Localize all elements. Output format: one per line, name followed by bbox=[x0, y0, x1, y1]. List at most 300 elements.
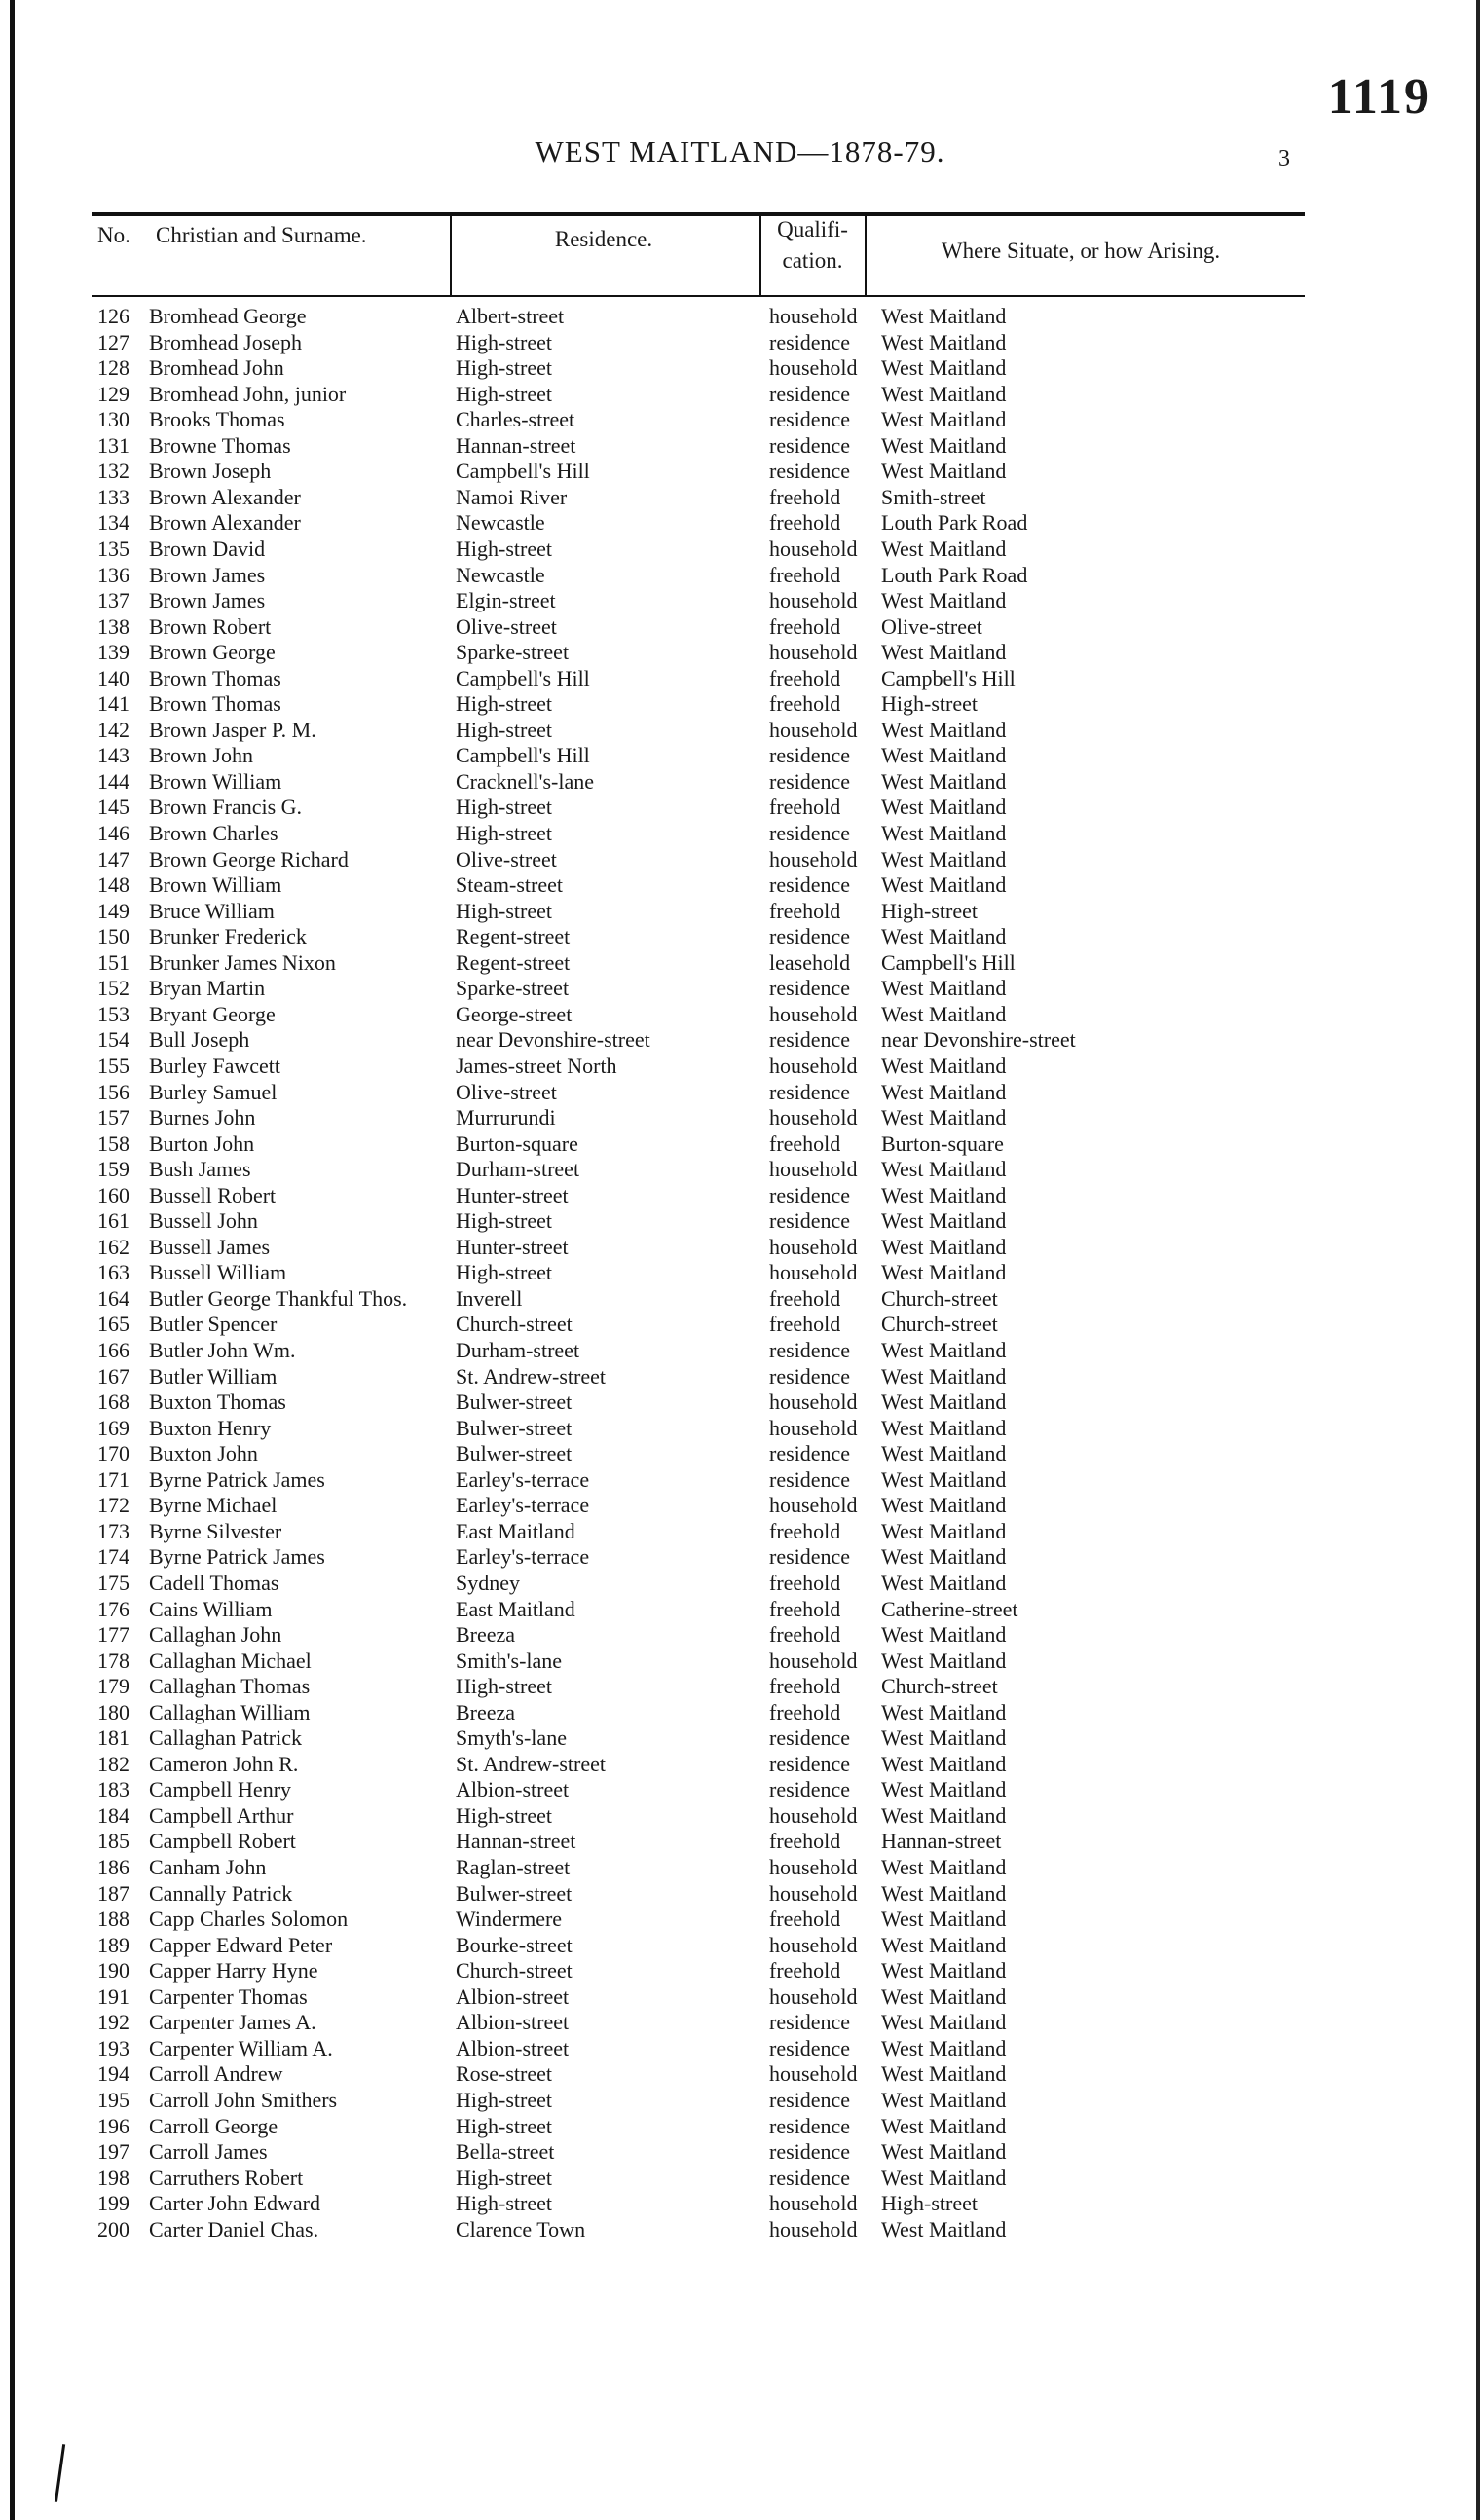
table-row bbox=[0, 691, 1480, 718]
residence: Clarence Town bbox=[456, 2216, 586, 2242]
elector-name: Brown Joseph bbox=[149, 459, 272, 484]
qualification: freehold bbox=[769, 1312, 841, 1337]
qualification: household bbox=[769, 1001, 858, 1026]
row-number: 161 bbox=[97, 1208, 130, 1234]
table-row bbox=[0, 976, 1480, 1002]
residence: St. Andrew-street bbox=[456, 1751, 606, 1776]
row-number: 158 bbox=[97, 1130, 130, 1156]
elector-name: Bromhead John, junior bbox=[149, 381, 347, 406]
row-number: 173 bbox=[97, 1518, 130, 1543]
elector-name: Callaghan Thomas bbox=[149, 1674, 311, 1699]
table-row bbox=[0, 1958, 1480, 1984]
row-number: 179 bbox=[97, 1674, 130, 1699]
residence: Smith's-lane bbox=[456, 1648, 563, 1673]
where-situate: West Maitland bbox=[881, 1570, 1007, 1595]
qualification: freehold bbox=[769, 1622, 841, 1648]
table-row bbox=[0, 1260, 1480, 1286]
table-row bbox=[0, 1208, 1480, 1235]
table-row bbox=[0, 1364, 1480, 1390]
where-situate: Church-street bbox=[881, 1285, 998, 1311]
row-number: 155 bbox=[97, 1053, 130, 1078]
qualification: freehold bbox=[769, 1596, 841, 1621]
residence: High-street bbox=[456, 355, 552, 381]
residence: Steam-street bbox=[456, 872, 563, 898]
where-situate: West Maitland bbox=[881, 1363, 1007, 1389]
qualification: household bbox=[769, 1105, 858, 1130]
where-situate: Olive-street bbox=[881, 613, 982, 639]
qualification: household bbox=[769, 1053, 858, 1078]
table-row bbox=[0, 614, 1480, 641]
table-row bbox=[0, 899, 1480, 925]
residence: Albert-street bbox=[456, 304, 565, 328]
where-situate: near Devonshire-street bbox=[881, 1027, 1076, 1053]
row-number: 195 bbox=[97, 2087, 130, 2112]
qualification: household bbox=[769, 1234, 858, 1259]
residence: Olive-street bbox=[456, 613, 557, 639]
elector-name: Carter John Edward bbox=[149, 2191, 320, 2216]
where-situate: West Maitland bbox=[881, 1441, 1007, 1466]
qualification: residence bbox=[769, 1027, 851, 1053]
where-situate: West Maitland bbox=[881, 2010, 1007, 2035]
where-situate: West Maitland bbox=[881, 1622, 1007, 1648]
row-number: 182 bbox=[97, 1751, 130, 1776]
table-row bbox=[0, 1881, 1480, 1908]
elector-name: Buxton John bbox=[149, 1441, 258, 1466]
column-header-name: Christian and Surname. bbox=[156, 223, 367, 247]
residence: Bulwer-street bbox=[456, 1441, 573, 1466]
qualification: freehold bbox=[769, 1907, 841, 1932]
table-row bbox=[0, 1725, 1480, 1752]
where-situate: West Maitland bbox=[881, 329, 1007, 354]
where-situate: West Maitland bbox=[881, 1415, 1007, 1440]
row-number: 165 bbox=[97, 1312, 130, 1337]
table-row bbox=[0, 1183, 1480, 1209]
table-row bbox=[0, 2139, 1480, 2166]
row-number: 154 bbox=[97, 1027, 130, 1053]
qualification: residence bbox=[769, 2113, 851, 2138]
table-row bbox=[0, 1571, 1480, 1597]
table-row bbox=[0, 718, 1480, 744]
page-number: 3 bbox=[1278, 146, 1290, 171]
row-number: 193 bbox=[97, 2035, 130, 2060]
qualification: freehold bbox=[769, 562, 841, 587]
qualification: freehold bbox=[769, 613, 841, 639]
row-number: 188 bbox=[97, 1907, 130, 1932]
qualification: residence bbox=[769, 924, 851, 949]
table-row bbox=[0, 304, 1480, 330]
table-row bbox=[0, 1752, 1480, 1778]
row-number: 138 bbox=[97, 613, 130, 639]
residence: Campbell's Hill bbox=[456, 665, 590, 690]
row-number: 153 bbox=[97, 1001, 130, 1026]
qualification: residence bbox=[769, 432, 851, 458]
qualification: freehold bbox=[769, 795, 841, 820]
where-situate: West Maitland bbox=[881, 717, 1007, 742]
table-row bbox=[0, 588, 1480, 614]
where-situate: Burton-square bbox=[881, 1130, 1004, 1156]
residence: Campbell's Hill bbox=[456, 459, 590, 484]
row-number: 186 bbox=[97, 1855, 130, 1879]
row-number: 162 bbox=[97, 1234, 130, 1259]
row-number: 191 bbox=[97, 1983, 130, 2009]
where-situate: West Maitland bbox=[881, 1518, 1007, 1543]
row-number: 197 bbox=[97, 2139, 130, 2165]
elector-name: Bussell John bbox=[149, 1208, 258, 1234]
qualification: residence bbox=[769, 821, 851, 845]
qualification: household bbox=[769, 717, 858, 742]
row-number: 151 bbox=[97, 949, 130, 975]
qualification: residence bbox=[769, 381, 851, 406]
residence: Namoi River bbox=[456, 484, 568, 509]
residence: Durham-street bbox=[456, 1157, 580, 1182]
qualification: household bbox=[769, 846, 858, 871]
qualification: freehold bbox=[769, 665, 841, 690]
where-situate: West Maitland bbox=[881, 2061, 1007, 2087]
where-situate: Campbell's Hill bbox=[881, 665, 1016, 690]
residence: Burton-square bbox=[456, 1130, 578, 1156]
elector-name: Capper Edward Peter bbox=[149, 1932, 333, 1957]
elector-name: Carpenter James A. bbox=[149, 2010, 316, 2035]
row-number: 149 bbox=[97, 898, 130, 923]
where-situate: West Maitland bbox=[881, 1260, 1007, 1285]
row-number: 141 bbox=[97, 691, 130, 717]
row-number: 136 bbox=[97, 562, 130, 587]
column-header-residence: Residence. bbox=[554, 227, 653, 251]
residence: High-street bbox=[456, 691, 552, 717]
where-situate: West Maitland bbox=[881, 2035, 1007, 2060]
residence: East Maitland bbox=[456, 1596, 575, 1621]
residence: Breeza bbox=[456, 1622, 516, 1648]
table-row bbox=[0, 1441, 1480, 1467]
elector-name: Brown Thomas bbox=[149, 691, 281, 717]
residence: Smyth's-lane bbox=[456, 1725, 567, 1751]
table-row bbox=[0, 459, 1480, 485]
qualification: freehold bbox=[769, 1958, 841, 1983]
qualification: household bbox=[769, 640, 858, 665]
elector-name: Brown James bbox=[149, 562, 266, 587]
row-number: 183 bbox=[97, 1777, 130, 1802]
qualification: freehold bbox=[769, 1699, 841, 1724]
where-situate: West Maitland bbox=[881, 1907, 1007, 1932]
table-row bbox=[0, 2114, 1480, 2140]
row-number: 178 bbox=[97, 1648, 130, 1673]
residence: Regent-street bbox=[456, 924, 571, 949]
elector-name: Brunker Frederick bbox=[149, 924, 307, 949]
table-row bbox=[0, 2088, 1480, 2114]
elector-name: Capper Harry Hyne bbox=[149, 1958, 318, 1983]
where-situate: West Maitland bbox=[881, 1777, 1007, 1802]
where-situate: West Maitland bbox=[881, 846, 1007, 871]
where-situate: Catherine-street bbox=[881, 1596, 1018, 1621]
residence: Olive-street bbox=[456, 846, 557, 871]
row-number: 144 bbox=[97, 768, 130, 794]
residence: Campbell's Hill bbox=[456, 743, 590, 768]
row-number: 163 bbox=[97, 1260, 130, 1285]
residence: Bulwer-street bbox=[456, 1390, 573, 1415]
elector-name: Burton John bbox=[149, 1130, 255, 1156]
elector-name: Campbell Robert bbox=[149, 1829, 296, 1854]
table-row bbox=[0, 1907, 1480, 1933]
elector-name: Callaghan Patrick bbox=[149, 1725, 303, 1751]
table-row bbox=[0, 330, 1480, 356]
where-situate: West Maitland bbox=[881, 1466, 1007, 1492]
row-number: 185 bbox=[97, 1829, 130, 1854]
residence: Hunter-street bbox=[456, 1234, 569, 1259]
where-situate: West Maitland bbox=[881, 1932, 1007, 1957]
where-situate: West Maitland bbox=[881, 795, 1007, 820]
qualification: residence bbox=[769, 1079, 851, 1104]
where-situate: Louth Park Road bbox=[881, 510, 1028, 536]
qualification: residence bbox=[769, 743, 851, 768]
header-top-rule bbox=[92, 212, 1305, 216]
residence: Charles-street bbox=[456, 407, 575, 432]
row-number: 156 bbox=[97, 1079, 130, 1104]
margin-mark bbox=[55, 2444, 65, 2502]
row-number: 137 bbox=[97, 588, 130, 613]
header-bottom-rule bbox=[92, 295, 1305, 297]
residence: Bella-street bbox=[456, 2139, 555, 2165]
table-row bbox=[0, 1131, 1480, 1158]
qualification: household bbox=[769, 355, 858, 381]
row-number: 174 bbox=[97, 1544, 130, 1570]
row-number: 192 bbox=[97, 2010, 130, 2035]
where-situate: West Maitland bbox=[881, 1105, 1007, 1130]
qualification: household bbox=[769, 1390, 858, 1415]
table-row bbox=[0, 1054, 1480, 1080]
row-number: 200 bbox=[97, 2216, 130, 2242]
row-number: 198 bbox=[97, 2165, 130, 2190]
elector-name: Byrne Silvester bbox=[149, 1518, 282, 1543]
qualification: residence bbox=[769, 329, 851, 354]
table-row bbox=[0, 407, 1480, 433]
where-situate: West Maitland bbox=[881, 536, 1007, 561]
elector-name: Carroll John Smithers bbox=[149, 2087, 338, 2112]
qualification: residence bbox=[769, 1208, 851, 1234]
elector-name: Carroll James bbox=[149, 2139, 268, 2165]
qualification: household bbox=[769, 1493, 858, 1518]
elector-name: Bryan Martin bbox=[149, 976, 266, 1001]
table-row bbox=[0, 2217, 1480, 2243]
residence: Sparke-street bbox=[456, 976, 570, 1001]
where-situate: West Maitland bbox=[881, 1079, 1007, 1104]
table-row bbox=[0, 1390, 1480, 1416]
qualification: leasehold bbox=[769, 949, 851, 975]
table-row bbox=[0, 2166, 1480, 2192]
qualification: household bbox=[769, 1415, 858, 1440]
row-number: 189 bbox=[97, 1932, 130, 1957]
row-number: 176 bbox=[97, 1596, 130, 1621]
elector-name: Canham John bbox=[149, 1855, 267, 1879]
residence: Rose-street bbox=[456, 2061, 552, 2087]
where-situate: Louth Park Road bbox=[881, 562, 1028, 587]
row-number: 190 bbox=[97, 1958, 130, 1983]
table-row bbox=[0, 795, 1480, 821]
row-number: 150 bbox=[97, 924, 130, 949]
qualification: household bbox=[769, 2216, 858, 2242]
qualification: freehold bbox=[769, 898, 841, 923]
residence: Windermere bbox=[456, 1907, 563, 1932]
residence: Murrurundi bbox=[456, 1105, 556, 1130]
row-number: 169 bbox=[97, 1415, 130, 1440]
elector-name: Byrne Patrick James bbox=[149, 1544, 325, 1570]
row-number: 168 bbox=[97, 1390, 130, 1415]
residence: High-street bbox=[456, 1208, 552, 1234]
qualification: freehold bbox=[769, 1674, 841, 1699]
elector-name: Bussell Robert bbox=[149, 1182, 277, 1207]
table-row bbox=[0, 1984, 1480, 2011]
elector-name: Capp Charles Solomon bbox=[149, 1907, 349, 1932]
residence: near Devonshire-street bbox=[456, 1027, 650, 1053]
row-number: 164 bbox=[97, 1285, 130, 1311]
where-situate: West Maitland bbox=[881, 1182, 1007, 1207]
qualification: freehold bbox=[769, 1130, 841, 1156]
elector-name: Carroll George bbox=[149, 2113, 278, 2138]
elector-name: Butler Spencer bbox=[149, 1312, 278, 1337]
table-row bbox=[0, 847, 1480, 873]
qualification: household bbox=[769, 1802, 858, 1828]
row-number: 142 bbox=[97, 717, 130, 742]
where-situate: West Maitland bbox=[881, 304, 1007, 328]
elector-name: Bryant George bbox=[149, 1001, 276, 1026]
qualification: residence bbox=[769, 872, 851, 898]
residence: St. Andrew-street bbox=[456, 1363, 606, 1389]
qualification: residence bbox=[769, 1363, 851, 1389]
elector-name: Brooks Thomas bbox=[149, 407, 285, 432]
row-number: 131 bbox=[97, 432, 130, 458]
table-row bbox=[0, 743, 1480, 769]
residence: Inverell bbox=[456, 1285, 523, 1311]
elector-name: Burley Samuel bbox=[149, 1079, 278, 1104]
elector-name: Cannally Patrick bbox=[149, 1880, 293, 1906]
row-number: 175 bbox=[97, 1570, 130, 1595]
residence: Hannan-street bbox=[456, 1829, 576, 1854]
elector-name: Brown Jasper P. M. bbox=[149, 717, 316, 742]
column-header-qualification: Qualifi- cation. bbox=[777, 217, 848, 273]
table-row bbox=[0, 2010, 1480, 2036]
table-row bbox=[0, 1027, 1480, 1054]
table-row bbox=[0, 1080, 1480, 1106]
row-number: 132 bbox=[97, 459, 130, 484]
residence: High-street bbox=[456, 717, 552, 742]
residence: Sparke-street bbox=[456, 640, 570, 665]
where-situate: West Maitland bbox=[881, 1725, 1007, 1751]
row-number: 152 bbox=[97, 976, 130, 1001]
elector-name: Buxton Henry bbox=[149, 1415, 272, 1440]
table-row bbox=[0, 1286, 1480, 1313]
where-situate: West Maitland bbox=[881, 768, 1007, 794]
table-row bbox=[0, 510, 1480, 537]
qualification: residence bbox=[769, 1182, 851, 1207]
where-situate: West Maitland bbox=[881, 2139, 1007, 2165]
residence: High-street bbox=[456, 329, 552, 354]
residence: High-street bbox=[456, 2191, 552, 2216]
qualification: residence bbox=[769, 459, 851, 484]
residence: High-street bbox=[456, 2087, 552, 2112]
where-situate: West Maitland bbox=[881, 924, 1007, 949]
qualification: freehold bbox=[769, 691, 841, 717]
qualification: residence bbox=[769, 1544, 851, 1570]
where-situate: West Maitland bbox=[881, 381, 1007, 406]
table-row bbox=[0, 2036, 1480, 2062]
where-situate: West Maitland bbox=[881, 872, 1007, 898]
row-number: 148 bbox=[97, 872, 130, 898]
elector-name: Bull Joseph bbox=[149, 1027, 250, 1053]
qualification: freehold bbox=[769, 1285, 841, 1311]
table-row bbox=[0, 1777, 1480, 1803]
elector-name: Carter Daniel Chas. bbox=[149, 2216, 319, 2242]
elector-name: Campbell Henry bbox=[149, 1777, 292, 1802]
page-title: WEST MAITLAND—1878-79. bbox=[535, 134, 945, 168]
row-number: 130 bbox=[97, 407, 130, 432]
elector-name: Callaghan John bbox=[149, 1622, 282, 1648]
residence: Earley's-terrace bbox=[456, 1493, 590, 1518]
where-situate: West Maitland bbox=[881, 1390, 1007, 1415]
table-row bbox=[0, 1519, 1480, 1545]
residence: High-street bbox=[456, 795, 552, 820]
where-situate: West Maitland bbox=[881, 2216, 1007, 2242]
qualification: residence bbox=[769, 2139, 851, 2165]
residence: High-street bbox=[456, 1802, 552, 1828]
elector-name: Burley Fawcett bbox=[149, 1053, 281, 1078]
where-situate: Smith-street bbox=[881, 484, 986, 509]
row-number: 187 bbox=[97, 1880, 130, 1906]
qualification: household bbox=[769, 588, 858, 613]
elector-name: Brown William bbox=[149, 872, 282, 898]
table-row bbox=[0, 1674, 1480, 1700]
elector-name: Carroll Andrew bbox=[149, 2061, 283, 2087]
row-number: 128 bbox=[97, 355, 130, 381]
table-row bbox=[0, 640, 1480, 666]
qualification: freehold bbox=[769, 1518, 841, 1543]
table-row bbox=[0, 1338, 1480, 1364]
qualification: residence bbox=[769, 2087, 851, 2112]
where-situate: High-street bbox=[881, 2191, 978, 2216]
elector-name: Callaghan Michael bbox=[149, 1648, 312, 1673]
residence: High-street bbox=[456, 1260, 552, 1285]
qualification: household bbox=[769, 1157, 858, 1182]
elector-name: Bussell James bbox=[149, 1234, 271, 1259]
row-number: 171 bbox=[97, 1466, 130, 1492]
table-row bbox=[0, 1597, 1480, 1623]
elector-name: Bromhead George bbox=[149, 304, 307, 328]
elector-name: Brown Robert bbox=[149, 613, 272, 639]
table-row bbox=[0, 563, 1480, 589]
where-situate: West Maitland bbox=[881, 1648, 1007, 1673]
qualification: household bbox=[769, 536, 858, 561]
row-number: 181 bbox=[97, 1725, 130, 1751]
row-number: 126 bbox=[97, 304, 130, 328]
qualification: household bbox=[769, 2191, 858, 2216]
table-row bbox=[0, 2191, 1480, 2217]
where-situate: West Maitland bbox=[881, 2165, 1007, 2190]
where-situate: West Maitland bbox=[881, 1958, 1007, 1983]
table-row bbox=[0, 924, 1480, 950]
table-row bbox=[0, 1829, 1480, 1855]
qualification: residence bbox=[769, 1466, 851, 1492]
row-number: 166 bbox=[97, 1338, 130, 1362]
row-number: 129 bbox=[97, 381, 130, 406]
table-row bbox=[0, 485, 1480, 511]
where-situate: West Maitland bbox=[881, 588, 1007, 613]
row-number: 180 bbox=[97, 1699, 130, 1724]
where-situate: High-street bbox=[881, 898, 978, 923]
residence: Church-street bbox=[456, 1958, 573, 1983]
row-number: 147 bbox=[97, 846, 130, 871]
table-row bbox=[0, 1544, 1480, 1571]
residence: James-street North bbox=[456, 1053, 617, 1078]
elector-name: Cameron John R. bbox=[149, 1751, 299, 1776]
residence: Olive-street bbox=[456, 1079, 557, 1104]
